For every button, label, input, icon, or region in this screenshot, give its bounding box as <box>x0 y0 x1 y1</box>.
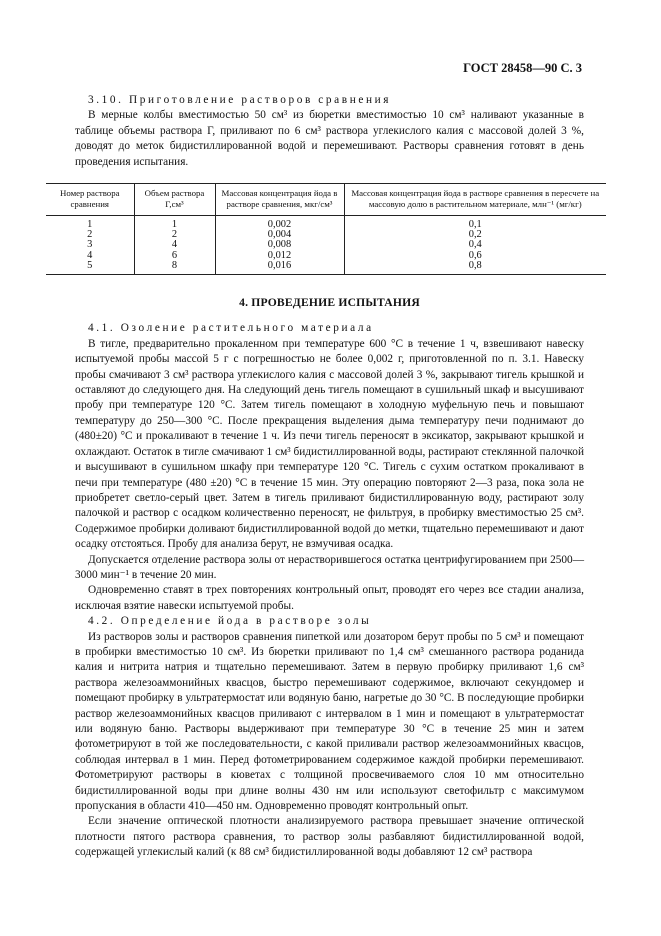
section-4-1-paragraph-2: Допускается отделение раствора золы от нерастворившегося остатка центрифугированием при 2500—3000 мин⁻¹ в течение 20 мин. <box>75 553 584 581</box>
table-cell: 0,008 <box>215 240 344 250</box>
section-4-2-paragraph-2: Если значение оптической плотности анализируемого раствора превышает значение оптической плотности пятого раствора сравнения, то раствор золы разбавляют бидистиллированной водой, содержащей углекислый калий (к 88 см³ бидистиллированной воды добавляют 12 см³ раствора <box>75 815 584 859</box>
column-header: Номер раствора сравнения <box>46 184 134 216</box>
table-cell: 0,012 <box>215 251 344 261</box>
table-cell: 4 <box>87 249 93 261</box>
section-4-1-heading: 4.1. Озоление растительного материала <box>88 322 374 335</box>
table-cell: 0,6 <box>344 251 606 261</box>
section-3-10-text: В мерные колбы вместимостью 50 см³ из бюретки вместимостью 10 см³ наливают указанные в таблице объемы раствора Г, приливают по 6 см³ раствора углекислого калия с массовой долей 3 %, доводят до меток бидистиллированной водой и перемешивают. Растворы сравнения готовят в день проведения испытания. <box>75 109 584 168</box>
section-4-title: 4. ПРОВЕДЕНИЕ ИСПЫТАНИЯ <box>239 296 420 310</box>
section-4-2-heading: 4.2. Определение йода в растворе золы <box>88 615 372 628</box>
table-cell: 5 <box>46 261 134 275</box>
table-header-row <box>46 184 606 216</box>
column-header: Объем раствора Г,см³ <box>134 184 215 216</box>
table-cell: 0,004 <box>215 230 344 240</box>
table-cell: 2 <box>87 229 93 241</box>
reference-solutions-table <box>46 183 606 275</box>
table-cell: 0,002 <box>215 216 344 231</box>
table-cell: 1 <box>134 216 215 231</box>
section-3-10-heading: 3.10. Приготовление растворов сравнения <box>88 94 392 106</box>
table-cell: 0,8 <box>344 261 606 275</box>
table-cell: 6 <box>134 251 215 261</box>
page-header: ГОСТ 28458—90 С. 3 <box>463 61 582 75</box>
section-4-1-paragraph-1: В тигле, предварительно прокаленном при температуре 600 °С в течение 1 ч, взвешивают навеску испытуемой пробы массой 5 г с погрешностью не более 0,002 г, приготовленной по п. 3.1. Навеску пробы смачивают 3 см³ раствора углекислого калия с массовой долей 3 %, закрывают тигель крышкой и оставляют до следующего дня. На следующий день тигель помещают в сушильный шкаф и высушивают пробу при температуре 120 °С. Затем тигель помещают в холодную муфельную печь и повышают температуру до 250—300 °С. После прекращения выделения дыма температуру печи поднимают до (480±20) °С и прокаливают в течение 1 ч. Из печи тигель переносят в эксикатор, закрывают крышкой и охлаждают. Остаток в тигле смачивают 1 см³ бидистиллированной воды, растирают стеклянной палочкой и высушивают в сушильном шкафу при температуре 120 °С. Тигель с сухим остатком прокаливают в печи при температуре (480 ±20) °С в течение 15 мин. Эту операцию повторяют 2—3 раза, пока зола не приобретет светло-серый цвет. Затем в тигель приливают бидистиллированную воду, растирают золу палочкой и раствор с осадком количественно переносят, не фильтруя, в пробирку вместимостью 25 см³. Содержимое пробирки доливают бидистиллированной водой до метки, тщательно перемешивают и дают осадку отстояться. Пробу для анализа берут, не взмучивая осадка. <box>75 337 584 551</box>
table-cell: 0,2 <box>344 230 606 240</box>
table-row <box>46 261 606 275</box>
document-body <box>60 93 600 861</box>
column-header: Массовая концентрация йода в растворе сравнения в пересчете на массовую долю в растительном материале, млн⁻¹ (мг/кг) <box>344 184 606 216</box>
table-row <box>46 251 606 261</box>
table-cell: 4 <box>134 240 215 250</box>
table-cell: 0,4 <box>344 240 606 250</box>
section-4-2-paragraph-1: Из растворов золы и растворов сравнения пипеткой или дозатором берут пробы по 5 см³ и помещают в пробирки вместимостью 10 см³. Из бюретки приливают по 1,4 см³ смешанного раствора роданида калия и нитрита натрия и тщательно перемешивают. Затем в первую пробирку приливают 1,6 см³ раствора железоаммонийных квасцов, быстро перемешивают содержимое, включают секундомер и помещают пробирку в ультратермостат или водяную баню, нагретые до 30 °С. В последующие пробирки раствор железоаммонийных квасцов приливают с интервалом в 1 мин и помещают в ультратермостат или водяную баню. Растворы выдерживают при температуре 30 °С в течение 25 мин и затем фотометрируют в той же последовательности, с какой приливали раствор железоаммонийных квасцов, соблюдая интервал в 1 мин. Перед фотометрированием содержимое каждой пробирки перемешивают. Фотометрируют растворы в кюветах с толщиной просвечиваемого слоя 10 мм относительно бидистиллированной воды при длине волны 430 нм или используют светофильтр с максимумом пропускания в области 410—450 нм. Одновременно проводят контрольный опыт. <box>75 630 584 813</box>
table-cell: 0,016 <box>215 261 344 275</box>
section-4-1-paragraph-3: Одновременно ставят в трех повторениях контрольный опыт, проводят его через все стадии анализа, исключая взятие навески испытуемой пробы. <box>75 584 584 612</box>
table-row <box>46 216 606 231</box>
table-row <box>46 240 606 250</box>
table-cell: 8 <box>134 261 215 275</box>
table-cell: 2 <box>134 230 215 240</box>
table-cell: 3 <box>87 239 93 251</box>
column-header: Массовая концентрация йода в растворе сравнения, мкг/см³ <box>215 184 344 216</box>
table-row <box>46 230 606 240</box>
table-cell: 1 <box>87 219 93 231</box>
table-cell: 0,1 <box>344 216 606 231</box>
